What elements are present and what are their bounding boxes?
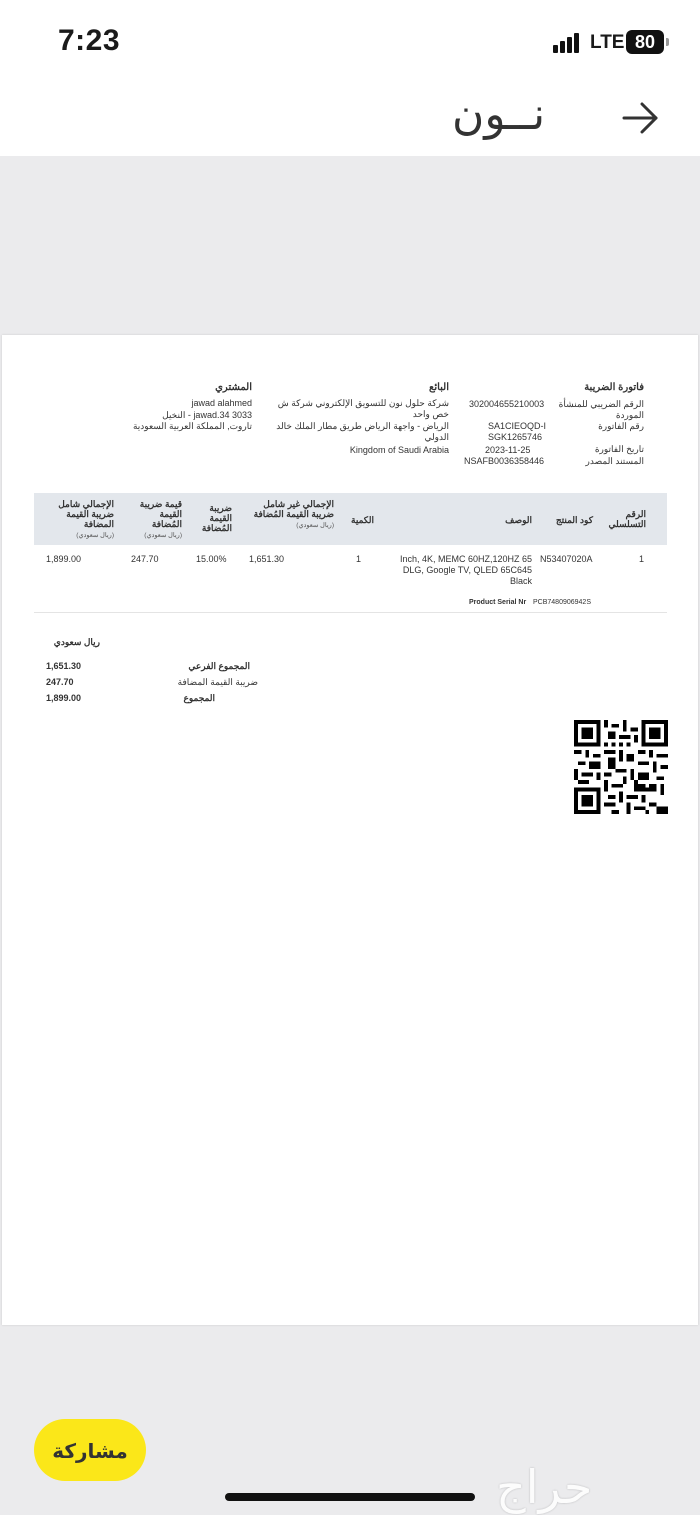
row-total-excl: 1,651.30 (249, 554, 285, 564)
invoice-date: 2023-11-25 (485, 445, 531, 455)
status-bar (0, 0, 700, 82)
th-total-excl-label: الإجمالي غير شامل ضريبة القيمة المُضافة (253, 499, 334, 519)
summary-subtotal-label: المجموع الفرعي (188, 661, 250, 671)
th-quantity: الكمية (351, 515, 374, 525)
signal-icon (553, 31, 583, 53)
th-description: الوصف (505, 515, 532, 525)
row-description: Inch, 4K, MEMC 60HZ,120HZ 65 DLG, Google TV, QLED 65C645 Black (399, 554, 532, 586)
summary-subtotal-value: 1,651.30 (46, 661, 82, 671)
row-vat-rate: 15.00% (196, 554, 227, 564)
summary-vat-label: ضريبة القيمة المضافة (177, 677, 258, 687)
row-total-incl: 1,899.00 (46, 554, 82, 564)
th-total-incl-unit: (ريال سعودي) (76, 532, 114, 539)
seller-address: الرياض - واجهة الرياض طريق مطار الملك خالد الدولي (276, 421, 449, 442)
noon-logo: نــون (452, 89, 546, 140)
summary-total-value: 1,899.00 (46, 693, 82, 703)
serial-nr-label: Product Serial Nr (469, 599, 527, 606)
th-vat-amount (130, 499, 182, 541)
th-total-excl-unit: (ريال سعودي) (296, 522, 334, 529)
buyer-address-line1: jawad.34 3033 - النخيل (162, 410, 252, 420)
share-button[interactable]: مشاركة (34, 1419, 146, 1481)
meta-label-invoice-date: تاريخ الفاتورة (594, 444, 644, 454)
home-indicator (225, 1493, 475, 1501)
battery-tip (666, 38, 669, 46)
status-time: 7:23 (58, 24, 121, 57)
app-header (0, 82, 700, 156)
th-vat-amount-label: قيمة ضريبة القيمة المُضافة (139, 499, 182, 529)
row-code: N53407020A (540, 554, 593, 564)
seller-heading: البائع (429, 382, 449, 393)
th-total-excl (248, 499, 334, 531)
th-total-incl-label: الإجمالي شامل ضريبة القيمة المضافة (58, 499, 114, 529)
buyer-name: jawad alahmed (191, 398, 252, 408)
seller-name: شركة حلول نون للتسويق الإلكتروني شركة ش خص واحد (277, 398, 449, 419)
summary-vat-value: 247.70 (46, 677, 74, 687)
invoice-number: SA1CIEOQD-ISGK1265746 (488, 421, 547, 442)
th-code: كود المنتج (555, 515, 593, 525)
th-vat-amount-unit: (ريال سعودي) (144, 532, 182, 539)
buyer-heading: المشتري (215, 382, 252, 393)
qr-code (574, 720, 668, 814)
summary-currency: ريال سعودي (53, 637, 100, 647)
row-serial: 1 (639, 554, 645, 564)
invoice-document (2, 335, 698, 1325)
invoice-title: فاتورة الضريبة (584, 382, 644, 393)
row-vat-amount: 247.70 (131, 554, 159, 564)
serial-nr-value: PCB7480906942S (533, 599, 591, 606)
network-label: LTE (590, 32, 625, 53)
meta-label-source-doc: المستند المصدر (585, 456, 644, 466)
haraj-watermark: حراج (496, 1460, 593, 1514)
battery-icon: 80 (626, 30, 664, 54)
meta-label-invoice-number: رقم الفاتورة (598, 421, 644, 431)
th-serial: الرقم التسلسلي (608, 509, 646, 529)
source-document: NSAFB0036358446 (464, 456, 545, 466)
th-vat-rate: ضريبة القيمة المُضافة (201, 503, 232, 533)
buyer-address-line2: تاروت, المملكة العربية السعودية (132, 421, 252, 431)
meta-label-vat: الرقم الضريبي للمنشأة الموردة (558, 399, 644, 420)
summary-total-label: المجموع (183, 693, 215, 703)
seller-country: Kingdom of Saudi Arabia (349, 445, 449, 455)
table-divider (34, 612, 667, 613)
back-arrow-icon[interactable] (618, 96, 662, 140)
vat-number: 302004655210003 (469, 399, 545, 409)
th-total-incl (44, 499, 114, 541)
row-quantity: 1 (356, 554, 362, 564)
